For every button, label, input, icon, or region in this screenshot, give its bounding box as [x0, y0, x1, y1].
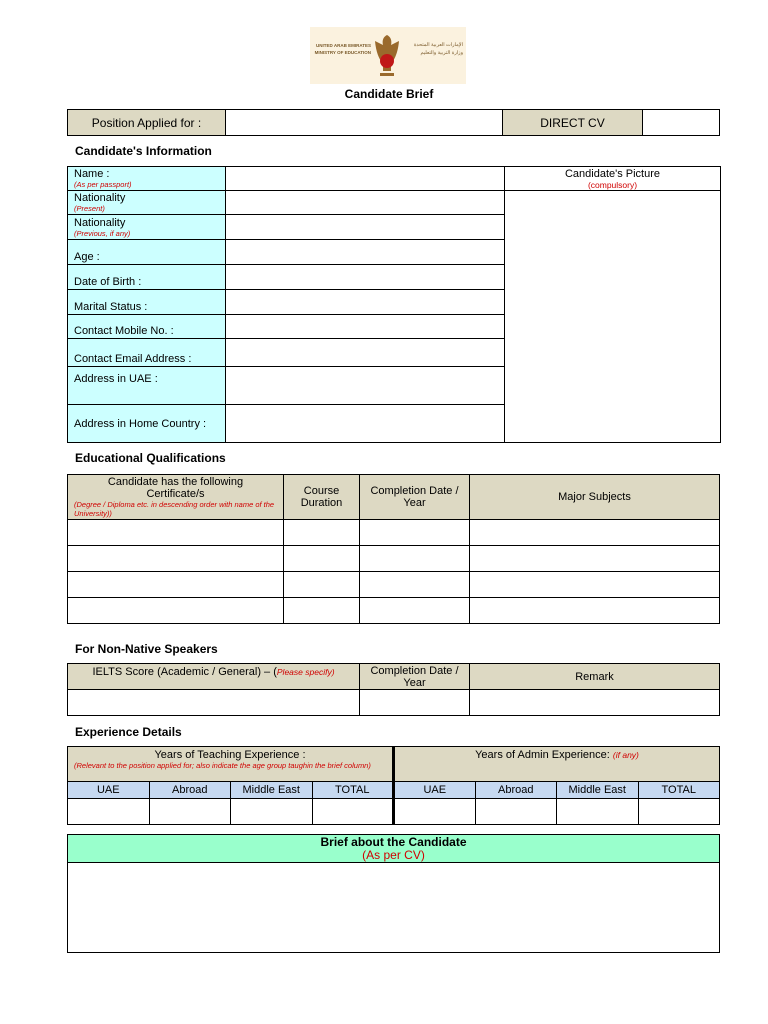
dob-label: Date of Birth :	[68, 265, 226, 290]
address-uae-input[interactable]	[226, 367, 505, 405]
cell[interactable]	[360, 598, 470, 624]
cell[interactable]	[68, 690, 360, 716]
admin-middle-east-input[interactable]	[557, 799, 639, 825]
brief-subtitle: (As per CV)	[362, 847, 425, 862]
nationality-previous-input[interactable]	[226, 215, 505, 240]
nationality-present-input[interactable]	[226, 191, 505, 215]
picture-label: Candidate's Picture	[564, 167, 661, 180]
teaching-total-header: TOTAL	[312, 782, 394, 799]
cell[interactable]	[360, 690, 470, 716]
nationality-previous-note: (Previous, if any)	[74, 228, 131, 238]
table-row	[68, 546, 720, 572]
ielts-header-note: Please specify)	[276, 667, 335, 677]
name-note: (As per passport)	[74, 180, 132, 189]
admin-header-note: (if any)	[612, 750, 639, 760]
mobile-label: Contact Mobile No. :	[68, 315, 226, 339]
ielts-header	[68, 664, 360, 690]
address-uae-label: Address in UAE :	[68, 367, 226, 405]
picture-label-cell	[505, 167, 721, 191]
admin-uae-header: UAE	[394, 782, 476, 799]
candidate-info-table	[67, 166, 721, 443]
ielts-remark-header: Remark	[470, 664, 720, 690]
cell[interactable]	[360, 520, 470, 546]
address-home-label: Address in Home Country :	[68, 405, 226, 443]
page-title: Candidate Brief	[344, 87, 434, 101]
cell[interactable]	[68, 546, 284, 572]
ministry-emblem	[310, 27, 466, 84]
direct-cv-label: DIRECT CV	[503, 110, 643, 136]
cell[interactable]	[470, 598, 720, 624]
admin-middle-east-header: Middle East	[557, 782, 639, 799]
certificate-header-label: Candidate has the following Certificate/s	[107, 476, 244, 500]
cell[interactable]	[470, 546, 720, 572]
table-row	[68, 520, 720, 546]
experience-table	[67, 746, 720, 825]
cell[interactable]	[360, 546, 470, 572]
position-label: Position Applied for :	[68, 110, 226, 136]
brief-title: Brief about the Candidate	[320, 834, 467, 849]
major-subjects-header: Major Subjects	[470, 475, 720, 520]
age-input[interactable]	[226, 240, 505, 265]
teaching-middle-east-header: Middle East	[231, 782, 313, 799]
marital-status-label: Marital Status :	[68, 290, 226, 315]
cell[interactable]	[470, 520, 720, 546]
teaching-middle-east-input[interactable]	[231, 799, 313, 825]
brief-input[interactable]	[68, 863, 720, 953]
teaching-uae-input[interactable]	[68, 799, 150, 825]
teaching-abroad-input[interactable]	[149, 799, 231, 825]
email-input[interactable]	[226, 339, 505, 367]
education-heading: Educational Qualifications	[75, 451, 226, 465]
cell[interactable]	[68, 520, 284, 546]
admin-abroad-input[interactable]	[475, 799, 557, 825]
ielts-completion-header: Completion Date / Year	[360, 664, 470, 690]
teaching-header-note: (Relevant to the position applied for; also indicate the age group taughin the brief column)	[74, 761, 371, 770]
admin-abroad-header: Abroad	[475, 782, 557, 799]
admin-total-header: TOTAL	[638, 782, 720, 799]
table-row	[68, 690, 720, 716]
direct-cv-input[interactable]	[643, 110, 720, 136]
table-row	[68, 572, 720, 598]
certificate-header	[68, 475, 284, 520]
falcon-emblem-icon	[371, 31, 403, 81]
non-native-heading: For Non-Native Speakers	[75, 642, 218, 656]
nationality-present-cell	[68, 191, 226, 215]
position-input[interactable]	[226, 110, 503, 136]
cell[interactable]	[284, 546, 360, 572]
teaching-header-label: Years of Teaching Experience :	[154, 749, 306, 761]
cell[interactable]	[470, 572, 720, 598]
admin-total-input[interactable]	[638, 799, 720, 825]
nationality-present-note: (Present)	[74, 204, 105, 213]
completion-date-header: Completion Date / Year	[360, 475, 470, 520]
nationality-previous-cell	[68, 215, 226, 240]
picture-box[interactable]	[505, 191, 721, 443]
candidate-info-heading: Candidate's Information	[75, 144, 212, 158]
cell[interactable]	[68, 572, 284, 598]
nationality-present-label: Nationality	[74, 192, 126, 204]
address-home-input[interactable]	[226, 405, 505, 443]
cell[interactable]	[470, 690, 720, 716]
cell[interactable]	[284, 520, 360, 546]
cell[interactable]	[360, 572, 470, 598]
cell[interactable]	[284, 598, 360, 624]
cell[interactable]	[284, 572, 360, 598]
teaching-abroad-header: Abroad	[149, 782, 231, 799]
ielts-table	[67, 663, 720, 716]
brief-table	[67, 834, 720, 953]
emblem-text-ar: الإمارات العربية المتحدة وزارة التربية والتعليم	[413, 42, 463, 56]
teaching-header	[68, 747, 394, 782]
admin-uae-input[interactable]	[394, 799, 476, 825]
name-input[interactable]	[226, 167, 505, 191]
marital-status-input[interactable]	[226, 290, 505, 315]
admin-header-label: Years of Admin Experience:	[475, 749, 610, 761]
name-label: Name :	[74, 168, 110, 180]
age-label: Age :	[68, 240, 226, 265]
picture-note: (compulsory)	[587, 179, 638, 190]
course-duration-header: Course Duration	[284, 475, 360, 520]
certificate-header-note: (Degree / Diploma etc. in descending order with name of the University))	[74, 500, 275, 518]
email-label: Contact Email Address :	[68, 339, 226, 367]
table-row	[68, 598, 720, 624]
admin-header	[394, 747, 720, 782]
nationality-previous-label: Nationality	[74, 216, 126, 229]
table-row	[68, 799, 720, 825]
cell[interactable]	[68, 598, 284, 624]
ielts-header-label: IELTS Score (Academic / General) – (	[92, 666, 277, 678]
emblem-text-en: UNITED ARAB EMIRATES MINISTRY OF EDUCATION	[314, 43, 371, 55]
education-table	[67, 474, 720, 624]
mobile-input[interactable]	[226, 315, 505, 339]
brief-header	[68, 835, 720, 863]
teaching-uae-header: UAE	[68, 782, 150, 799]
experience-heading: Experience Details	[75, 725, 182, 739]
teaching-total-input[interactable]	[312, 799, 394, 825]
name-label-cell	[68, 167, 226, 191]
dob-input[interactable]	[226, 265, 505, 290]
position-table	[67, 109, 720, 136]
